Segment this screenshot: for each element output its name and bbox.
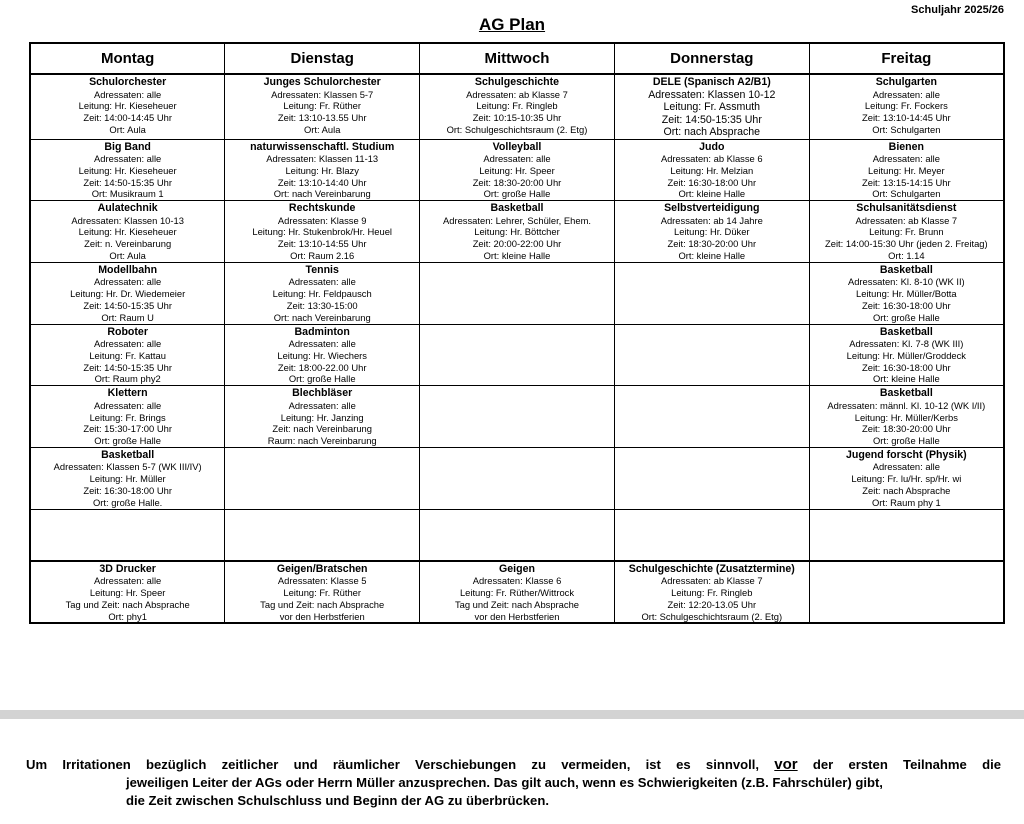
ag-detail: Zeit: 10:15-10:35 Uhr: [472, 112, 562, 124]
ag-detail: Zeit: 16:30-18:00 Uhr: [83, 485, 172, 497]
ag-cell: [809, 74, 1004, 139]
ag-detail: Ort: große Halle.: [93, 496, 163, 508]
ag-cell: [420, 74, 615, 139]
ag-detail: Zeit: 18:30-20:00 Uhr: [667, 238, 757, 250]
ag-detail: Leitung: Hr. Kieseheuer: [78, 164, 177, 176]
footer-note: [26, 756, 1001, 810]
ag-detail: Zeit: 15:30-17:00 Uhr: [83, 423, 172, 435]
additional-ag-row: [30, 561, 1004, 624]
ag-cell: [614, 139, 809, 201]
ag-detail: Leitung: Hr. Meyer: [868, 164, 945, 176]
ag-cell: [30, 262, 225, 324]
table-row: [30, 447, 1004, 509]
ag-detail: Adressaten: ab Klasse 7: [855, 214, 958, 226]
ag-detail: Leitung: Hr. Wiechers: [277, 349, 367, 361]
ag-cell: [225, 262, 420, 324]
ag-name: Schulsanitätsdienst: [856, 202, 957, 215]
ag-detail: Ort: kleine Halle: [872, 373, 940, 385]
ag-detail: Adressaten: Kl. 8-10 (WK II): [847, 276, 965, 288]
ag-detail: Zeit: 13:10-14:40 Uhr: [277, 176, 367, 188]
empty-cell: [614, 262, 809, 324]
ag-detail: Tag und Zeit: nach Absprache: [260, 598, 385, 610]
ag-name: Jugend forscht (Physik): [846, 448, 967, 461]
ag-detail: Adressaten: alle: [94, 276, 162, 288]
empty-cell: [225, 509, 420, 561]
ag-name: DELE (Spanisch A2/B1): [652, 76, 771, 88]
ag-detail: Leitung: Hr. Speer: [479, 164, 555, 176]
ag-detail: Adressaten: alle: [94, 399, 162, 411]
ag-name: Roboter: [107, 325, 148, 338]
ag-detail: Leitung: Fr. Rüther: [283, 586, 362, 598]
ag-detail: Zeit: 13:10-14:55 Uhr: [277, 238, 367, 250]
ag-detail: Ort: Schulgeschichtsraum (2. Etg): [446, 123, 588, 135]
ag-name: Volleyball: [492, 140, 542, 153]
ag-detail: Leitung: Hr. Blazy: [285, 164, 359, 176]
ag-detail: Ort: nach Vereinbarung: [273, 311, 371, 323]
ag-detail: Zeit: 12:20-13.05 Uhr: [667, 598, 757, 610]
ag-detail: Adressaten: ab Klasse 6: [660, 153, 763, 164]
ag-name: Klettern: [107, 387, 148, 400]
ag-detail: Adressaten: ab Klasse 7: [660, 575, 763, 587]
ag-detail: Zeit: 14:50-15:35 Uhr: [83, 299, 172, 311]
ag-cell: [809, 201, 1004, 263]
ag-detail: vor den Herbstferien: [279, 610, 365, 622]
ag-detail: Leitung: Hr. Müller: [89, 473, 166, 485]
ag-detail: Adressaten: Klasse 6: [472, 575, 562, 587]
weekday-header-row: [30, 43, 1004, 74]
ag-detail: Leitung: Hr. Düker: [674, 226, 750, 238]
ag-name: Basketball: [879, 387, 933, 400]
ag-detail: Leitung: Fr. Brunn: [869, 226, 944, 238]
ag-detail: Ort: Schulgarten: [872, 188, 941, 200]
ag-detail: Adressaten: Klasse 9: [277, 214, 367, 226]
ag-detail: Adressaten: alle: [872, 153, 940, 164]
ag-cell: [225, 561, 420, 624]
ag-detail: Zeit: 13:10-14:45 Uhr: [862, 112, 951, 124]
ag-detail: Adressaten: Klassen 5-7 (WK III/IV): [53, 461, 202, 473]
ag-detail: Adressaten: alle: [288, 399, 356, 411]
empty-cell: [809, 509, 1004, 561]
table-row: [30, 262, 1004, 324]
ag-name: Judo: [699, 140, 725, 153]
empty-cell: [420, 324, 615, 386]
day-header-mittwoch: Mittwoch: [420, 43, 615, 74]
ag-name: Basketball: [879, 325, 933, 338]
ag-detail: Leitung: Hr. Müller/Groddeck: [846, 349, 966, 361]
note-line-3: die Zeit zwischen Schulschluss und Beginn der AG zu überbrücken.: [126, 793, 549, 808]
ag-detail: Zeit: 16:30-18:00 Uhr: [862, 299, 951, 311]
ag-detail: Leitung: Hr. Melzian: [670, 164, 754, 176]
ag-detail: Zeit: 14:00-15:30 Uhr (jeden 2. Freitag): [825, 238, 988, 250]
ag-cell: [809, 447, 1004, 509]
ag-cell: [420, 139, 615, 201]
ag-name: Schulorchester: [89, 76, 167, 88]
ag-name: Geigen/Bratschen: [276, 562, 368, 575]
empty-cell: [614, 324, 809, 386]
ag-detail: Ort: Musikraum 1: [91, 188, 164, 200]
ag-name: Big Band: [104, 140, 151, 153]
ag-detail: Ort: Raum phy2: [94, 373, 161, 385]
ag-detail: Raum: nach Vereinbarung: [267, 435, 377, 447]
ag-detail: Ort: große Halle: [872, 435, 940, 447]
ag-cell: [809, 324, 1004, 386]
ag-detail: Adressaten: alle: [94, 88, 162, 100]
ag-detail: Ort: Schulgeschichtsraum (2. Etg): [641, 610, 783, 622]
ag-name: Rechtskunde: [288, 202, 356, 215]
empty-cell: [420, 262, 615, 324]
ag-detail: Adressaten: alle: [94, 575, 162, 587]
ag-detail: vor den Herbstferien: [474, 610, 560, 622]
ag-detail: Adressaten: alle: [94, 338, 162, 350]
ag-detail: Adressaten: Lehrer, Schüler, Ehem.: [442, 214, 591, 226]
ag-detail: Zeit: 18:30-20:00 Uhr: [862, 423, 951, 435]
ag-cell: [420, 201, 615, 263]
ag-detail: Zeit: 18:30-20:00 Uhr: [472, 176, 562, 188]
ag-detail: Leitung: Hr. Dr. Wiedemeier: [70, 288, 186, 300]
ag-detail: Leitung: Fr. Rüther/Wittrock: [459, 586, 575, 598]
ag-detail: Ort: kleine Halle: [678, 188, 746, 200]
day-header-montag: Montag: [30, 43, 225, 74]
ag-cell: [809, 139, 1004, 201]
ag-name: Geigen: [499, 562, 535, 575]
ag-detail: Ort: große Halle: [288, 373, 356, 385]
ag-detail: Ort: große Halle: [872, 311, 940, 323]
table-row: [30, 139, 1004, 201]
ag-cell: [225, 139, 420, 201]
empty-cell: [614, 509, 809, 561]
ag-detail: Leitung: Hr. Böttcher: [474, 226, 560, 238]
ag-detail: Ort: Aula: [303, 123, 341, 135]
ag-cell: [225, 386, 420, 448]
ag-detail: Ort: kleine Halle: [678, 250, 746, 262]
ag-detail: Zeit: 13:15-14:15 Uhr: [862, 176, 951, 188]
ag-detail: Leitung: Hr. Müller/Botta: [856, 288, 957, 300]
note-line-2: jeweiligen Leiter der AGs oder Herrn Müller anzusprechen. Das gilt auch, wenn es Schwierigkeiten (z.B. Fahrschüler) gibt,: [126, 775, 883, 790]
empty-row: [30, 509, 1004, 561]
ag-detail: Zeit: 14:50-15:35 Uhr: [83, 361, 172, 373]
school-year-label: Schuljahr 2025/26: [911, 4, 1004, 16]
ag-name: naturwissenschaftl. Studium: [250, 140, 395, 153]
ag-detail: Adressaten: Klassen 5-7: [271, 88, 374, 100]
ag-name: Aulatechnik: [97, 202, 158, 215]
ag-cell: [225, 324, 420, 386]
note-line-1: Um Irritationen bezüglich zeitlicher und räumlicher Verschiebungen zu vermeiden, ist es sinnvoll, vor der ersten Teilnahme die: [26, 756, 1002, 773]
ag-name: Selbstverteidigung: [664, 202, 760, 215]
ag-name: Schulgarten: [875, 76, 937, 88]
empty-cell: [420, 509, 615, 561]
ag-detail: Leitung: Fr. Assmuth: [663, 101, 761, 113]
ag-name: Bienen: [888, 140, 924, 153]
day-header-freitag: Freitag: [809, 43, 1004, 74]
ag-detail: Ort: nach Vereinbarung: [273, 188, 371, 200]
ag-name: 3D Drucker: [99, 562, 156, 575]
ag-detail: Zeit: 13:30-15:00: [286, 299, 358, 311]
empty-cell: [614, 447, 809, 509]
table-row: [30, 201, 1004, 263]
ag-detail: Adressaten: alle: [94, 153, 162, 164]
ag-cell: [614, 74, 809, 139]
ag-name: Badminton: [294, 325, 350, 338]
ag-name: Basketball: [490, 202, 544, 215]
ag-detail: Adressaten: alle: [872, 88, 940, 100]
ag-detail: Ort: 1.14: [888, 250, 925, 262]
ag-detail: Adressaten: alle: [288, 338, 356, 350]
table-row: [30, 386, 1004, 448]
ag-detail: Adressaten: alle: [483, 153, 551, 164]
ag-detail: Leitung: Hr. Kieseheuer: [78, 226, 177, 238]
page-title: AG Plan: [478, 15, 546, 34]
ag-detail: Adressaten: ab Klasse 7: [466, 88, 568, 100]
ag-name: Basketball: [101, 448, 155, 461]
ag-detail: Adressaten: Klassen 10-12: [648, 88, 776, 101]
ag-detail: Tag und Zeit: nach Absprache: [454, 598, 580, 610]
note-emphasis: vor: [774, 756, 798, 773]
ag-cell: [225, 201, 420, 263]
ag-cell: [809, 386, 1004, 448]
ag-name: Basketball: [879, 263, 933, 276]
ag-detail: Ort: Aula: [109, 123, 146, 135]
ag-detail: Ort: Raum U: [101, 311, 154, 323]
ag-cell: [30, 201, 225, 263]
ag-cell: [420, 561, 615, 624]
empty-cell: [420, 386, 615, 448]
ag-detail: Adressaten: Klassen 11-13: [266, 153, 379, 164]
ag-detail: Ort: Aula: [109, 250, 146, 262]
ag-cell: [30, 74, 225, 139]
ag-detail: Zeit: 14:50-15:35 Uhr: [661, 113, 762, 126]
ag-detail: Zeit: 18:00-22.00 Uhr: [277, 361, 367, 373]
ag-detail: Adressaten: alle: [872, 461, 940, 473]
ag-detail: Adressaten: ab 14 Jahre: [660, 214, 763, 226]
ag-detail: Ort: Raum phy 1: [871, 496, 941, 508]
ag-detail: Zeit: 14:50-15:35 Uhr: [83, 176, 172, 188]
ag-name: Modellbahn: [98, 263, 158, 276]
ag-name: Schulgeschichte: [474, 76, 560, 88]
ag-cell: [30, 324, 225, 386]
empty-cell: [420, 447, 615, 509]
separator-bar: [0, 710, 1024, 719]
ag-detail: Leitung: Fr. Kattau: [89, 349, 166, 361]
ag-detail: Ort: Schulgarten: [872, 123, 941, 135]
ag-detail: Leitung: Fr. Fockers: [864, 100, 948, 112]
ag-detail: Leitung: Fr. lu/Hr. sp/Hr. wi: [851, 473, 962, 485]
table-row: [30, 74, 1004, 139]
ag-detail: Leitung: Hr. Stukenbrok/Hr. Heuel: [252, 226, 393, 238]
ag-cell: [809, 262, 1004, 324]
ag-detail: Zeit: 16:30-18:00 Uhr: [862, 361, 951, 373]
ag-detail: Leitung: Hr. Speer: [89, 586, 166, 598]
ag-cell: [614, 201, 809, 263]
ag-detail: Ort: Raum 2.16: [290, 250, 355, 262]
ag-detail: Leitung: Hr. Kieseheuer: [78, 100, 177, 112]
ag-detail: Zeit: nach Absprache: [862, 485, 951, 497]
ag-name: Blechbläser: [292, 387, 353, 400]
ag-detail: Adressaten: Klassen 10-13: [71, 214, 184, 226]
ag-detail: Zeit: 14:00-14:45 Uhr: [83, 112, 172, 124]
day-header-dienstag: Dienstag: [225, 43, 420, 74]
empty-cell: [30, 509, 225, 561]
ag-name: Junges Schulorchester: [263, 76, 381, 88]
ag-detail: Leitung: Fr. Ringleb: [476, 100, 558, 112]
ag-cell: [614, 561, 809, 624]
ag-detail: Ort: phy1: [108, 610, 147, 622]
ag-cell: [30, 386, 225, 448]
ag-detail: Ort: große Halle: [94, 435, 161, 447]
ag-detail: Adressaten: männl. Kl. 10-12 (WK I/II): [827, 399, 986, 411]
ag-detail: Ort: kleine Halle: [483, 250, 551, 262]
ag-detail: Leitung: Fr. Rüther: [283, 100, 362, 112]
ag-name: Tennis: [305, 263, 339, 276]
ag-cell: [30, 561, 225, 624]
ag-plan-table: [29, 42, 1005, 624]
ag-detail: Zeit: 13:10-13.55 Uhr: [277, 112, 367, 124]
ag-plan-body: [30, 74, 1004, 623]
day-header-donnerstag: Donnerstag: [614, 43, 809, 74]
ag-cell: [30, 447, 225, 509]
ag-detail: Ort: große Halle: [483, 188, 551, 200]
ag-detail: Zeit: 20:00-22:00 Uhr: [472, 238, 562, 250]
table-row: [30, 324, 1004, 386]
ag-detail: Leitung: Fr. Brings: [89, 411, 166, 423]
ag-detail: Adressaten: alle: [288, 276, 356, 288]
ag-detail: Adressaten: Kl. 7-8 (WK III): [849, 338, 964, 350]
ag-detail: Leitung: Hr. Janzing: [280, 411, 364, 423]
ag-cell: [30, 139, 225, 201]
ag-detail: Adressaten: Klasse 5: [277, 575, 367, 587]
ag-detail: Tag und Zeit: nach Absprache: [65, 598, 190, 610]
empty-cell: [614, 386, 809, 448]
ag-detail: Leitung: Hr. Müller/Kerbs: [854, 411, 958, 423]
ag-detail: Zeit: nach Vereinbarung: [272, 423, 372, 435]
empty-cell: [225, 447, 420, 509]
empty-cell: [809, 561, 1004, 624]
ag-detail: Zeit: n. Vereinbarung: [84, 238, 172, 250]
ag-detail: Zeit: 16:30-18:00 Uhr: [667, 176, 757, 188]
ag-cell: [225, 74, 420, 139]
ag-detail: Leitung: Fr. Ringleb: [671, 586, 753, 598]
ag-detail: Ort: nach Absprache: [663, 126, 761, 138]
ag-detail: Leitung: Hr. Feldpausch: [272, 288, 372, 300]
ag-name: Schulgeschichte (Zusatztermine): [628, 562, 795, 575]
